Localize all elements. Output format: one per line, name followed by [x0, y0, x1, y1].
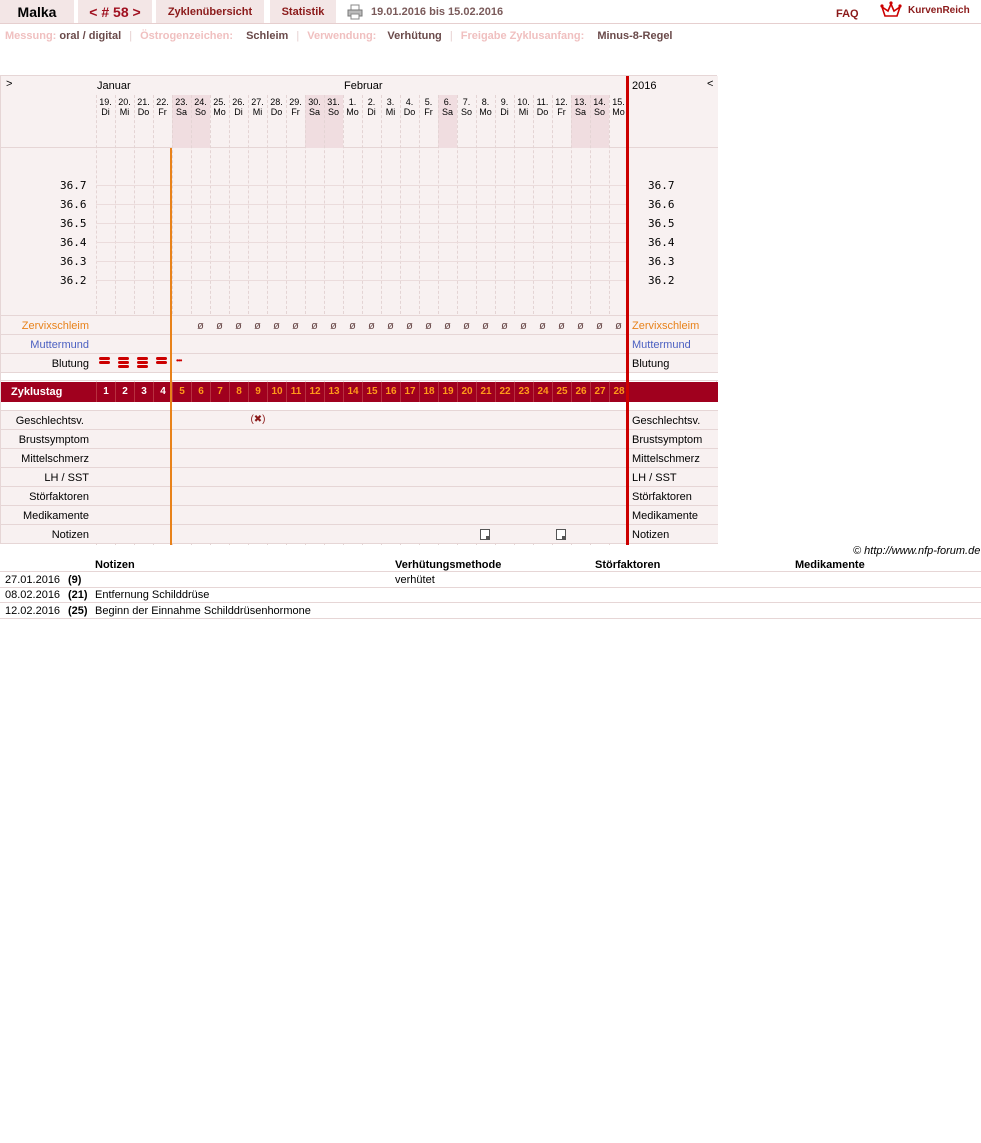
temp-label-left: 36.7: [60, 179, 87, 192]
day-column-label: [533, 97, 552, 117]
temp-label-right: 36.7: [648, 179, 675, 192]
zervix-dry-mark: ø: [558, 320, 565, 332]
bleeding-mark: [156, 357, 167, 360]
note-icon[interactable]: [556, 529, 566, 540]
day-number: 26.: [232, 97, 245, 107]
day-column-label: [514, 97, 533, 117]
cycle-navigator[interactable]: < # 58 >: [78, 0, 152, 23]
stoer-label-right: Störfaktoren: [632, 491, 692, 503]
cycle-day: 12: [305, 382, 324, 402]
temp-label-right: 36.6: [648, 198, 675, 211]
day-number: 19.: [99, 97, 112, 107]
row-mittel: [1, 449, 718, 468]
release-value: Minus-8-Regel: [597, 30, 673, 42]
weekday: Mi: [252, 107, 263, 117]
mittel-label-right: Mittelschmerz: [632, 453, 700, 465]
day-number: 3.: [386, 97, 395, 107]
weekday: Do: [403, 107, 416, 117]
temp-label-right: 36.5: [648, 217, 675, 230]
zervix-dry-mark: ø: [216, 320, 223, 332]
day-number: 8.: [481, 97, 490, 107]
temp-gridline: [96, 223, 626, 224]
usage-label: Verwendung:: [307, 30, 377, 42]
statistics-tab[interactable]: Statistik: [270, 0, 336, 23]
weekday: Mo: [612, 107, 625, 117]
weekday: So: [194, 107, 206, 117]
weekday: Fr: [291, 107, 300, 117]
row-date: 27.01.2016: [5, 574, 61, 586]
day-number: 27.: [251, 97, 264, 107]
cycle-day: 16: [381, 382, 400, 402]
day-number: 23.: [175, 97, 188, 107]
day-column-label: [96, 97, 115, 117]
zervix-dry-mark: ø: [273, 320, 280, 332]
temp-gridline: [96, 185, 626, 186]
medi-label: Medikamente: [22, 510, 89, 522]
day-number: 15.: [612, 97, 625, 107]
weekday: Do: [137, 107, 150, 117]
day-number: 30.: [308, 97, 321, 107]
weekday: Di: [500, 107, 509, 117]
weekday: Fr: [424, 107, 433, 117]
temp-gridline: [96, 242, 626, 243]
day-column-label: [267, 97, 286, 117]
zervix-dry-mark: ø: [520, 320, 527, 332]
day-column-label: [343, 97, 362, 117]
table-row: [0, 587, 981, 603]
weekday: Mo: [346, 107, 359, 117]
cycle-end-line: [626, 76, 629, 545]
cycle-day: 1: [96, 382, 115, 402]
row-geschlecht: [1, 411, 718, 430]
note-fold: [562, 536, 566, 540]
weekday: Di: [367, 107, 376, 117]
zervix-dry-mark: ø: [368, 320, 375, 332]
cycle-day: 10: [267, 382, 286, 402]
note-fold: [486, 536, 490, 540]
row-muttermund: [1, 335, 718, 354]
table-row: [0, 572, 981, 588]
day-column-label: [248, 97, 267, 117]
medi-label-right: Medikamente: [632, 510, 699, 522]
copyright[interactable]: © http://www.nfp-forum.de: [853, 545, 981, 557]
zervix-dry-mark: ø: [577, 320, 584, 332]
row-spacer: [1, 402, 718, 411]
day-number: 12.: [555, 97, 568, 107]
date-range: 19.01.2016 bis 15.02.2016: [371, 6, 504, 18]
month-february: Februar: [344, 80, 383, 92]
zervix-label-right: Zervixschleim: [632, 320, 700, 332]
medication-header: Medikamente: [795, 559, 865, 571]
bleeding-mark: [99, 357, 110, 360]
cycle-start-line: [170, 148, 172, 545]
notizen-label-right: Notizen: [632, 529, 670, 541]
estrogen-label: Östrogenzeichen:: [140, 30, 234, 42]
day-number: 11.: [536, 97, 549, 107]
temp-gridline: [96, 280, 626, 281]
day-number: 22.: [156, 97, 169, 107]
zervix-dry-mark: ø: [425, 320, 432, 332]
cycle-day: 8: [229, 382, 248, 402]
day-column-label: [457, 97, 476, 117]
brust-label-right: Brustsymptom: [632, 434, 703, 446]
weekday: Di: [101, 107, 110, 117]
usage-value: Verhütung: [387, 30, 442, 42]
notes-header: Notizen: [95, 559, 135, 571]
zyklustag-label: Zyklustag: [11, 386, 63, 398]
day-number: 5.: [424, 97, 433, 107]
day-number: 1.: [348, 97, 357, 107]
bleeding-mark: [156, 361, 167, 364]
day-number: 10.: [517, 97, 530, 107]
cycle-day: 2: [115, 382, 134, 402]
separator: |: [449, 30, 453, 42]
release-label: Freigabe Zyklusanfang:: [460, 30, 585, 42]
lh-label-right: LH / SST: [632, 472, 677, 484]
day-number: 25.: [213, 97, 226, 107]
cycle-day: 17: [400, 382, 419, 402]
zervix-dry-mark: ø: [197, 320, 204, 332]
temp-label-right: 36.2: [648, 274, 675, 287]
blutung-label: Blutung: [51, 358, 89, 370]
temp-label-left: 36.2: [60, 274, 87, 287]
temperature-area: [1, 148, 718, 316]
row-day: (21): [68, 589, 88, 601]
weekday: Di: [234, 107, 243, 117]
day-column-label: [286, 97, 305, 117]
zervix-dry-mark: ø: [406, 320, 413, 332]
print-icon[interactable]: [347, 4, 363, 20]
day-column-label: [552, 97, 571, 117]
day-column-label: [476, 97, 495, 117]
cycle-day: 22: [495, 382, 514, 402]
cycle-day: 27: [590, 382, 609, 402]
row-spacer: [1, 373, 718, 381]
day-column-label: [571, 97, 590, 117]
cycle-chart: [0, 75, 717, 544]
day-column-label: [495, 97, 514, 117]
kurvenreich-logo[interactable]: KurvenReich: [908, 5, 970, 16]
temp-label-left: 36.4: [60, 236, 87, 249]
disturbance-header: Störfaktoren: [595, 559, 661, 571]
temp-label-right: 36.4: [648, 236, 675, 249]
blutung-label-right: Blutung: [632, 358, 670, 370]
day-number: 29.: [289, 97, 302, 107]
brust-label: Brustsymptom: [18, 434, 89, 446]
method-header: Verhütungsmethode: [395, 559, 502, 571]
day-column-label: [362, 97, 381, 117]
day-number: 9.: [500, 97, 509, 107]
bleeding-mark: [99, 361, 110, 364]
zervix-dry-mark: ø: [254, 320, 261, 332]
muttermund-label-right: Muttermund: [632, 339, 691, 351]
row-note: Entfernung Schilddrüse: [95, 589, 210, 601]
zervix-dry-mark: ø: [235, 320, 242, 332]
cycle-day: 3: [134, 382, 153, 402]
bleeding-mark: [118, 365, 129, 368]
row-method: verhütet: [395, 574, 435, 586]
row-lh: [1, 468, 718, 487]
cycle-day: 26: [571, 382, 590, 402]
year-label: 2016: [632, 80, 657, 92]
zervix-dry-mark: ø: [539, 320, 546, 332]
day-number: 13.: [574, 97, 587, 107]
day-number: 14.: [593, 97, 606, 107]
weekday: So: [460, 107, 472, 117]
zervix-dry-mark: ø: [596, 320, 603, 332]
day-column-label: [134, 97, 153, 117]
row-date: 08.02.2016: [5, 589, 61, 601]
cycle-overview-tab[interactable]: Zyklenübersicht: [156, 0, 264, 23]
temp-label-left: 36.3: [60, 255, 87, 268]
note-icon[interactable]: [480, 529, 490, 540]
cycle-day: 24: [533, 382, 552, 402]
zervix-dry-mark: ø: [349, 320, 356, 332]
day-number: 4.: [405, 97, 414, 107]
weekday: Fr: [158, 107, 167, 117]
day-number: 28.: [270, 97, 283, 107]
muttermund-label: Muttermund: [30, 339, 89, 351]
zervix-dry-mark: ø: [387, 320, 394, 332]
day-column-label: [590, 97, 609, 117]
cycle-day: 15: [362, 382, 381, 402]
temp-label-left: 36.6: [60, 198, 87, 211]
day-column-label: [229, 97, 248, 117]
notizen-label: Notizen: [51, 529, 89, 541]
day-number: 7.: [462, 97, 471, 107]
measurement-label: Messung:: [5, 30, 57, 42]
weekday: Mi: [385, 107, 396, 117]
weekday: Sa: [175, 107, 187, 117]
weekday: Mo: [213, 107, 226, 117]
day-column-label: [153, 97, 172, 117]
cycle-day: 9: [248, 382, 267, 402]
zervix-dry-mark: ø: [482, 320, 489, 332]
nav-next-button[interactable]: <: [707, 78, 714, 90]
user-name: Malka: [0, 0, 74, 23]
day-number: 2.: [367, 97, 376, 107]
temp-gridline: [96, 261, 626, 262]
zervix-label: Zervixschleim: [21, 320, 89, 332]
day-column-label: [438, 97, 457, 117]
day-number: 31.: [327, 97, 340, 107]
zervix-dry-mark: ø: [501, 320, 508, 332]
cycle-day: 21: [476, 382, 495, 402]
crown-logo-icon[interactable]: [880, 1, 902, 19]
weekday: Do: [536, 107, 549, 117]
weekday: Sa: [441, 107, 453, 117]
geschlecht-label: Geschlechtsv.: [15, 415, 84, 427]
day-column-label: [210, 97, 229, 117]
cycle-day: 25: [552, 382, 571, 402]
temp-gridline: [96, 204, 626, 205]
temp-label-right: 36.3: [648, 255, 675, 268]
separator: |: [129, 30, 133, 42]
day-column-label: [324, 97, 343, 117]
weekday: Sa: [574, 107, 586, 117]
zervix-dry-mark: ø: [330, 320, 337, 332]
row-medi: [1, 506, 718, 525]
cycle-day: 6: [191, 382, 210, 402]
mittel-label: Mittelschmerz: [21, 453, 89, 465]
weekday: Mi: [518, 107, 529, 117]
temp-label-left: 36.5: [60, 217, 87, 230]
measurement-value: oral / digital: [59, 30, 122, 42]
lh-label: LH / SST: [44, 472, 89, 484]
zervix-dry-mark: ø: [311, 320, 318, 332]
nav-prev-button[interactable]: >: [6, 78, 13, 90]
row-brust: [1, 430, 718, 449]
geschlecht-label-right: Geschlechtsv.: [632, 415, 701, 427]
day-column-label: [172, 97, 191, 117]
bleeding-mark: [118, 361, 129, 364]
day-number: 24.: [194, 97, 207, 107]
cycle-day: 13: [324, 382, 343, 402]
cycle-day: 11: [286, 382, 305, 402]
weekday: Do: [270, 107, 283, 117]
day-column-label: [305, 97, 324, 117]
bleeding-mark: [137, 361, 148, 364]
cycle-day: 5: [172, 382, 191, 402]
day-column-label: [400, 97, 419, 117]
cycle-day: 28: [609, 382, 628, 402]
bleeding-mark: [137, 357, 148, 360]
faq-link[interactable]: FAQ: [836, 8, 859, 20]
cycle-day: 23: [514, 382, 533, 402]
top-bar: [0, 0, 981, 24]
intercourse-mark: (✖): [250, 414, 266, 425]
day-column-label: [381, 97, 400, 117]
settings-info-line: [5, 30, 673, 42]
weekday: So: [327, 107, 339, 117]
row-stoer: [1, 487, 718, 506]
zervix-dry-mark: ø: [615, 320, 622, 332]
row-note: Beginn der Einnahme Schilddrüsenhormone: [95, 605, 311, 617]
cycle-day: 19: [438, 382, 457, 402]
weekday: Sa: [308, 107, 320, 117]
table-row: [0, 603, 981, 619]
row-day: (25): [68, 605, 88, 617]
day-column-label: [115, 97, 134, 117]
cycle-day: 14: [343, 382, 362, 402]
spotting-mark: •••: [176, 356, 182, 365]
day-number: 20.: [118, 97, 131, 107]
weekday: Mo: [479, 107, 492, 117]
day-number: 21.: [137, 97, 150, 107]
row-notizen: [1, 525, 718, 544]
day-number: 6.: [443, 97, 452, 107]
weekday: So: [593, 107, 605, 117]
day-column-label: [419, 97, 438, 117]
zervix-dry-mark: ø: [444, 320, 451, 332]
row-date: 12.02.2016: [5, 605, 61, 617]
day-column-label: [191, 97, 210, 117]
cycle-day: 7: [210, 382, 229, 402]
zervix-dry-mark: ø: [463, 320, 470, 332]
stoer-label: Störfaktoren: [29, 491, 89, 503]
cycle-day: 4: [153, 382, 172, 402]
weekday: Mi: [119, 107, 130, 117]
estrogen-value: Schleim: [246, 30, 289, 42]
bleeding-mark: [137, 365, 148, 368]
separator: |: [296, 30, 300, 42]
month-january: Januar: [97, 80, 131, 92]
row-day: (9): [68, 574, 82, 586]
cycle-day: 18: [419, 382, 438, 402]
weekday: Fr: [557, 107, 566, 117]
bleeding-mark: [118, 357, 129, 360]
cycle-day: 20: [457, 382, 476, 402]
zervix-dry-mark: ø: [292, 320, 299, 332]
